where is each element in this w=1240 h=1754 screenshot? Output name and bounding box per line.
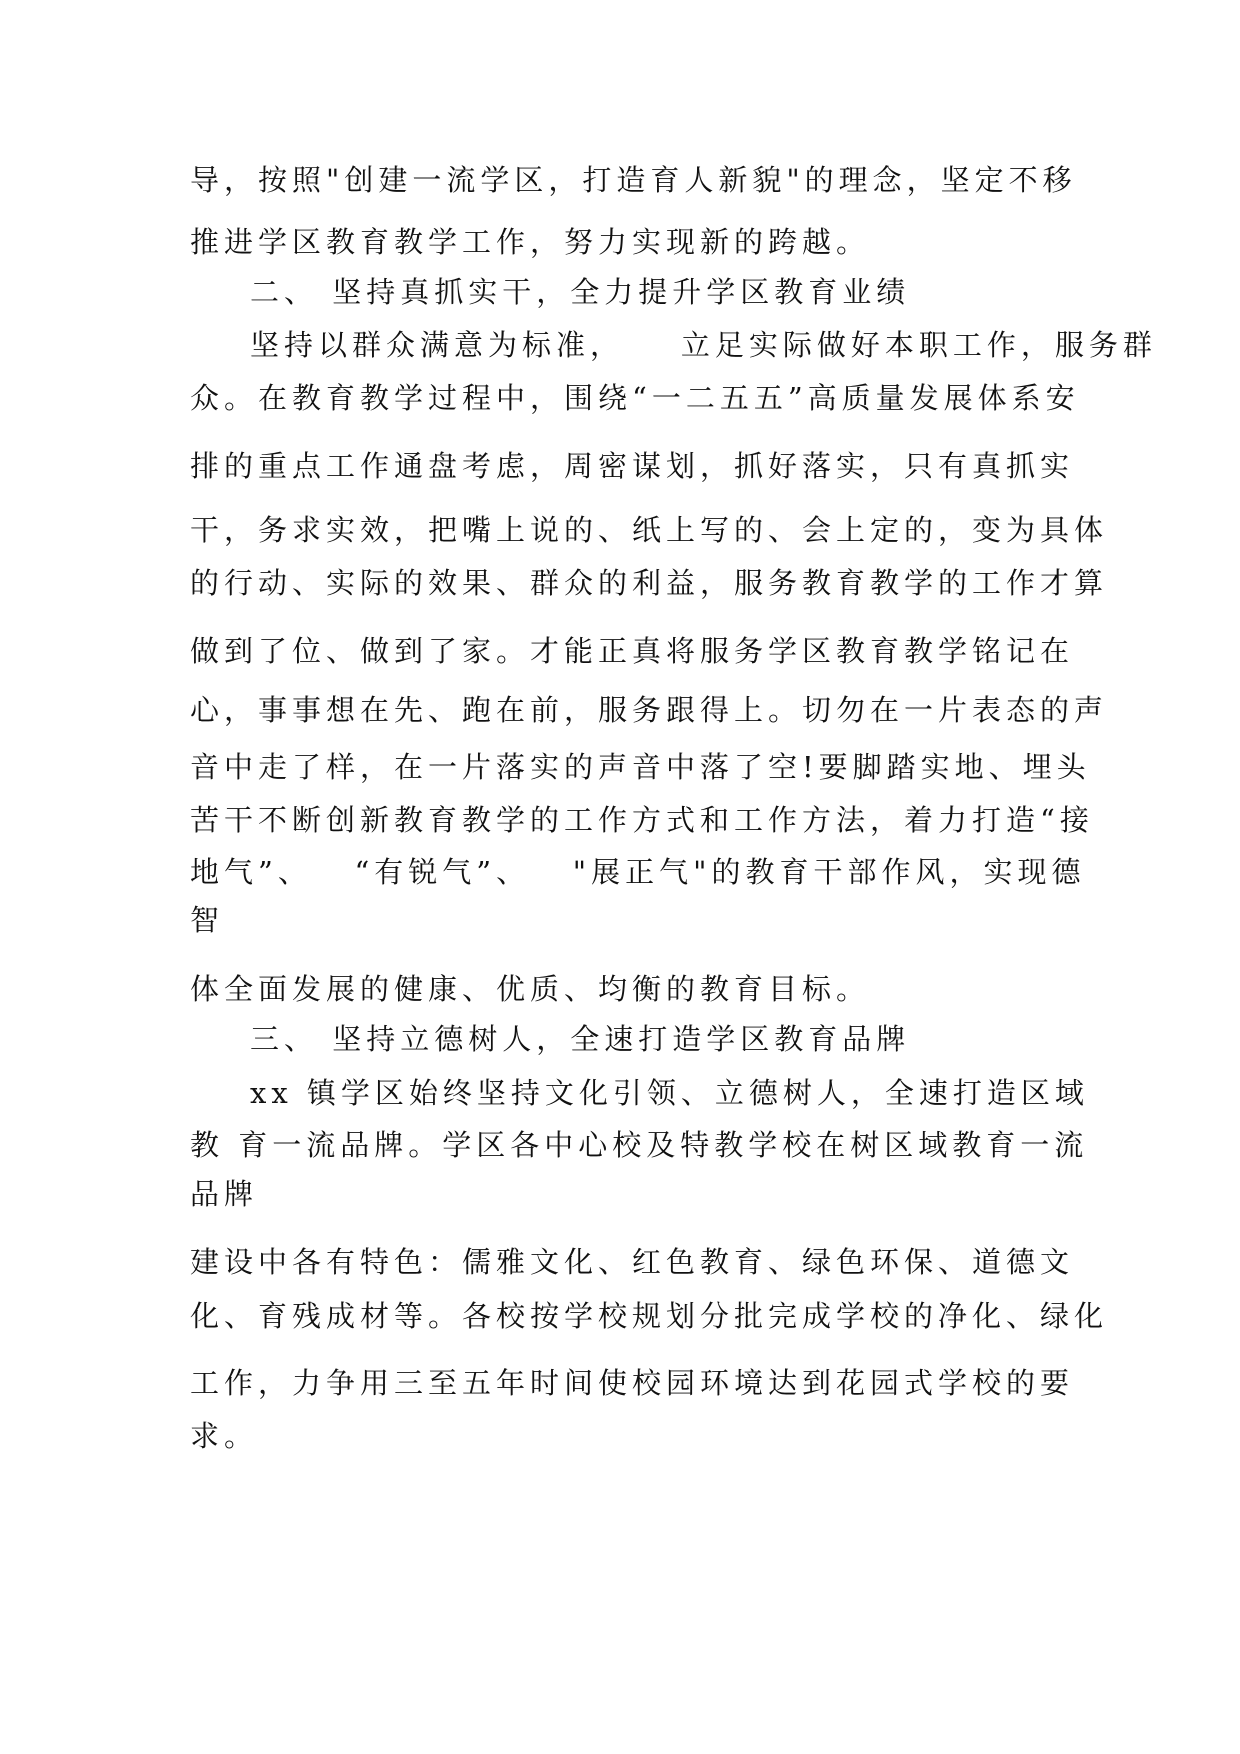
text-line: 做到了位、做到了家。才能正真将服务学区教育教学铭记在 bbox=[190, 634, 1075, 668]
text-line: 建设中各有特色：儒雅文化、红色教育、绿色环保、道德文 bbox=[190, 1245, 1075, 1279]
section-heading: 二、 坚持真抓实干，全力提升学区教育业绩 bbox=[250, 275, 911, 309]
section-heading: 三、 坚持立德树人，全速打造学区教育品牌 bbox=[250, 1022, 911, 1056]
text-line: 化、育残成材等。各校按学校规划分批完成学校的净化、绿化 bbox=[190, 1299, 1109, 1333]
text-line: 地气”、 “有锐气”、 "展正气"的教育干部作风，实现德 bbox=[190, 855, 1086, 889]
text-line: 干，务求实效，把嘴上说的、纸上写的、会上定的，变为具体 bbox=[190, 513, 1109, 547]
text-line: xx 镇学区始终坚持文化引领、立德树人，全速打造区域 bbox=[250, 1076, 1089, 1110]
text-line: 心，事事想在先、跑在前，服务跟得上。切勿在一片表态的声 bbox=[190, 693, 1109, 727]
text-line: 导，按照"创建一流学区，打造育人新貌"的理念，坚定不移 bbox=[190, 163, 1077, 197]
text-line: 坚持以群众满意为标准， 立足实际做好本职工作，服务群 bbox=[250, 328, 1157, 362]
text-line: 音中走了样，在一片落实的声音中落了空!要脚踏实地、埋头 bbox=[190, 750, 1091, 784]
text-line: 体全面发展的健康、优质、均衡的教育目标。 bbox=[190, 972, 871, 1006]
text-line: 智 bbox=[190, 903, 225, 937]
text-line: 苦干不断创新教育教学的工作方式和工作方法，着力打造“接 bbox=[190, 803, 1094, 837]
text-line: 排的重点工作通盘考虑，周密谋划，抓好落实，只有真抓实 bbox=[190, 449, 1075, 483]
text-line: 的行动、实际的效果、群众的利益，服务教育教学的工作才算 bbox=[190, 566, 1109, 600]
text-line: 推进学区教育教学工作，努力实现新的跨越。 bbox=[190, 225, 871, 259]
text-line: 品牌 bbox=[190, 1177, 259, 1211]
text-line: 教 育一流品牌。学区各中心校及特教学校在树区域教育一流 bbox=[190, 1128, 1089, 1162]
text-line: 众。在教育教学过程中，围绕“一二五五”高质量发展体系安 bbox=[190, 381, 1080, 415]
text-line: 求。 bbox=[190, 1419, 259, 1453]
text-line: 工作，力争用三至五年时间使校园环境达到花园式学校的要 bbox=[190, 1366, 1075, 1400]
